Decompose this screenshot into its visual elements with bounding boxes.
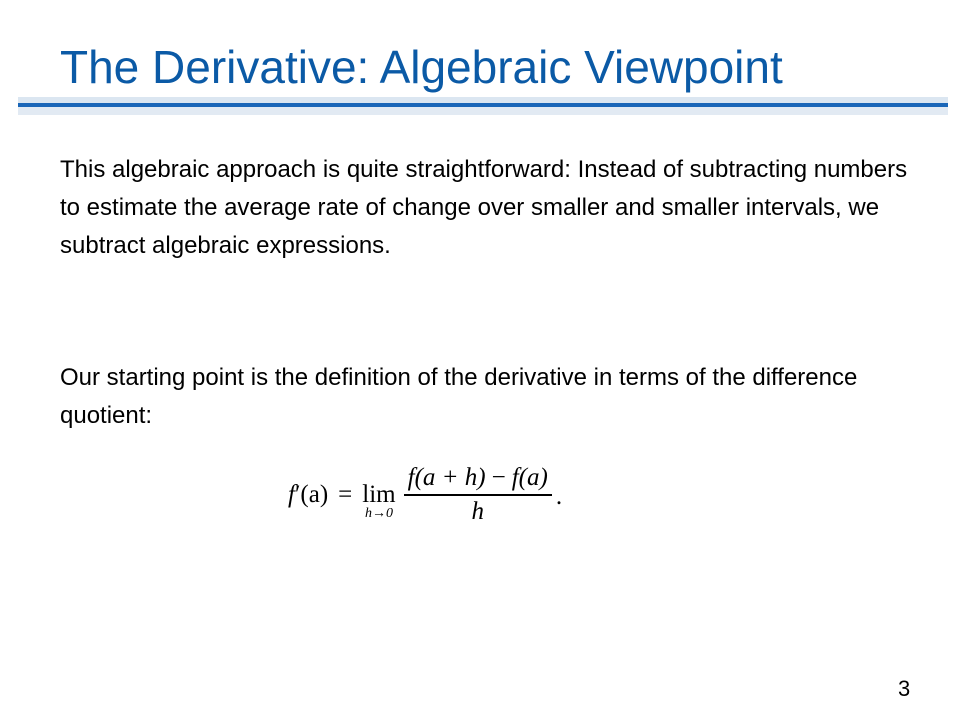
formula-lhs — [288, 481, 328, 509]
formula-numerator-right: f(a) — [511, 464, 548, 492]
formula-period: . — [555, 483, 563, 510]
formula-numerator-left: f(a + h) — [407, 464, 486, 492]
formula-limit-subscript: h→0 — [364, 506, 393, 521]
formula-limit — [362, 481, 396, 522]
formula-numerator-minus: − — [491, 464, 506, 492]
formula-numerator — [404, 462, 552, 494]
slide-title: The Derivative: Algebraic Viewpoint — [60, 41, 783, 93]
derivative-definition-formula — [288, 455, 562, 535]
paragraph-starting-point: Our starting point is the definition of the derivative in terms of the difference quotient: — [60, 364, 858, 429]
page-number: 3 — [898, 676, 911, 701]
formula-lhs-argument: (a) — [300, 481, 329, 508]
formula-denominator: h — [471, 497, 484, 525]
formula-fraction — [404, 462, 552, 528]
paragraph-intro: This algebraic approach is quite straightforward: Instead of subtracting numbers to estimate the average rate of change over smaller and smaller intervals, we subtract algebraic expressions. — [60, 156, 908, 259]
formula-lhs-function: f — [288, 481, 295, 508]
formula-lhs-prime: ′ — [294, 481, 301, 508]
formula-limit-word: lim — [362, 481, 396, 508]
title-underline — [18, 97, 948, 115]
formula-equals: = — [338, 481, 353, 508]
